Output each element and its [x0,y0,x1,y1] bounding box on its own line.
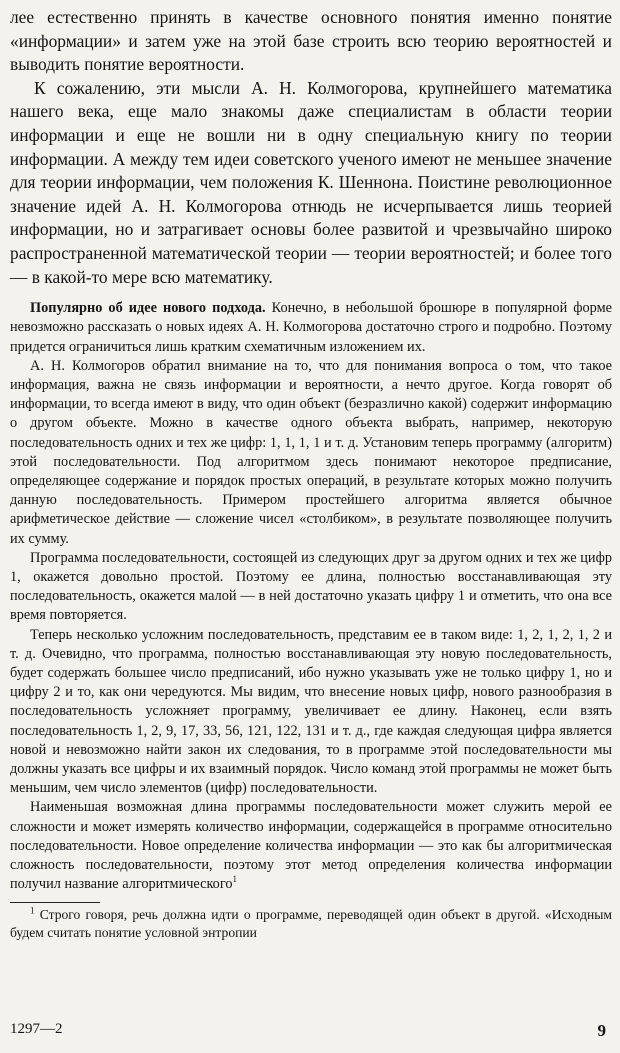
paragraph-complex-sequence: Теперь несколько усложним последовательность, представим ее в таком виде: 1, 2, 1, 2, 1, 2 и т. д. Очевидно, что программа, полностью восстанавливающая эту новую последовательность, будет содержать большее число предписаний, ибо нужно указывать уже не только цифру 1, но и цифру 2 и то, как они чередуются. Мы видим, что внесение новых цифр, нового разнообразия в последовательность усложняет программу, увеличивает ее длину. Наконец, если взять последовательность 1, 2, 9, 17, 33, 56, 121, 122, 131 и т. д., где каждая следующая цифра является новой и невозможно найти закон их следования, то в программе этой последовательности мы должны указать все цифры и их взаимный порядок. Число команд этой программы не может быть меньшим, чем число элементов (цифр) последовательности. [10,626,612,797]
large-print-section [10,6,612,289]
footnote-text: Строго говоря, речь должна идти о программе, переводящей один объект в другой. «Исходным будем считать понятие условной энтропии [10,907,612,941]
footnote-mark: 1 [30,905,35,916]
footnote-divider [10,902,100,903]
footnote [10,906,612,942]
paragraph-kolmogorov-significance: К сожалению, эти мысли А. Н. Колмогорова, крупнейшего математика нашего века, еще мало знакомы даже специалистам в области теории информации и еще не вошли ни в одну специальную книгу по теории информации. А между тем идеи советского ученого имеют не меньшее значение для теории информации, чем положения К. Шеннона. Поистине революционное значение идей А. Н. Колмогорова отнюдь не исчерпывается лишь теорией информации, но и затрагивает основы более развитой и чрезвычайно широко распространенной математической теории — теории вероятностей; и более того — в какой-то мере всю математику. [10,77,612,287]
paragraph-new-approach [10,299,612,357]
paragraph-algorithmic-definition [10,798,612,894]
page-footer [10,1021,606,1041]
paragraph-algorithmic-text: Наименьшая возможная длина программы последовательности может служить мерой ее сложности и может измерять количество информации, содержащейся в программе относительно последовательности. Новое определение количества информации — это как бы алгоритмическая сложность последовательности, поэтому этот метод определения количества информации получил название алгоритмического [10,799,612,893]
page-number: 9 [597,1021,606,1040]
paragraph-new-approach-text: Конечно, в небольшой брошюре в популярной форме невозможно рассказать о новых идеях А. Н. Колмогорова достаточно строго и подробно. Поэтому придется ограничиться лишь кратким схематичным изложением их. [10,300,612,355]
paragraph-simple-program: Программа последовательности, состоящей из следующих друг за другом одних и тех же цифр 1, окажется довольно простой. Поэтому ее длина, полностью восстанавливающая эту последовательность, окажется малой — в ней достаточно указать цифру 1 и отметить, что она все время повторяется. [10,549,612,624]
paragraph-information-objects: А. Н. Колмогоров обратил внимание на то, что для понимания вопроса о том, что такое информация, важна не связь информации и вероятности, а нечто другое. Когда говорят об информации, то всегда имеют в виду, что один объект (безразлично какой) содержит информацию о другом объекте. Можно в качестве одного объекта выбрать, например, некоторую последовательность одних и тех же цифр: 1, 1, 1, 1 и т. д. Установим теперь программу (алгоритм) этой последовательности. Под алгоритмом здесь понимают некоторое предписание, определяющее содержание и порядок простых операций, в результате которых можно получить данную последовательность. Примером простейшего алгоритма является обычное арифметическое действие — сложение чисел «столбиком», в результате позволяющее получить их сумму. [10,357,612,547]
small-print-section [10,299,612,894]
paragraph-continuation: лее естественно принять в качестве основного понятия именно понятие «информации» и затем уже на этой базе строить всю теорию вероятностей и выводить понятие вероятности. [10,7,612,75]
printer-signature: 1297—2 [10,1021,63,1037]
footnote-reference: 1 [232,874,237,885]
section-run-in-heading: Популярно об идее нового подхода. [30,300,266,317]
